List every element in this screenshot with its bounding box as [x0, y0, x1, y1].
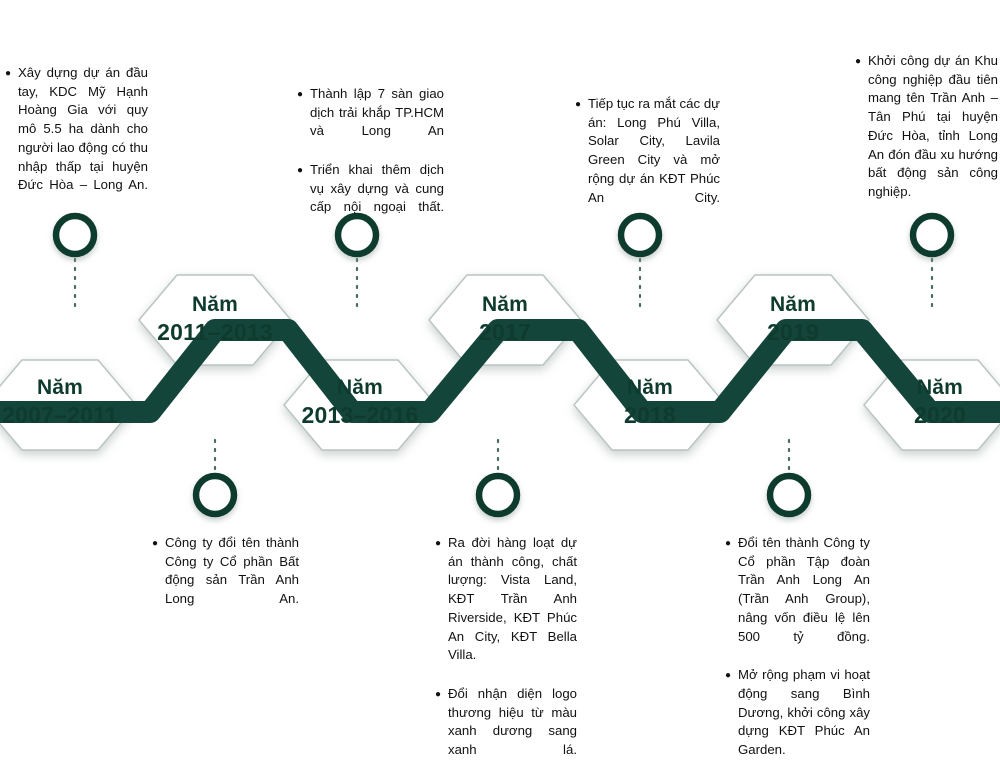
node-label-2018: Năm 2018 [624, 376, 676, 428]
note-bottom-2019 [725, 534, 870, 779]
note-top-2020 [855, 52, 998, 221]
bullet-icon: ● [725, 670, 732, 682]
note-bottom-2017 [435, 534, 577, 779]
bullet-icon: ● [297, 89, 304, 100]
note-bullet-item: ● Xây dựng dự án đầu tay, KDC Mỹ Hạnh Hoàng Gia với quy mô 5.5 ha dành cho người lao động có thu nhập thấp tại huyện Đức Hòa – Long An. [5, 65, 148, 193]
note-bullet-item: ● Tiếp tục ra mắt các dự án: Long Phú Villa, Solar City, Lavila Green City và mở rộng dự án KĐT Phúc An City. [575, 96, 720, 205]
node-label-2017: Năm 2017 [479, 293, 531, 345]
note-top-2011-2013 [5, 64, 148, 214]
note-bullet-item: ● Mở rộng phạm vi hoạt động sang Bình Dương, khởi công xây dựng KĐT Phúc An Garden. [725, 667, 870, 758]
note-bullet-item: ● Triển khai thêm dịch vụ xây dựng và cung cấp nội ngoại thất. [297, 161, 444, 215]
note-bullet-item: ● Khởi công dự án Khu công nghiệp đầu tiên mang tên Trần Anh – Tân Phú tại huyện Đức Hòa, tỉnh Long An đón đầu xu hướng bất động sản công nghiệp. [855, 53, 998, 200]
bullet-icon: ● [855, 56, 862, 67]
note-bullet-item: ● Đổi nhận diện logo thương hiệu từ màu xanh dương sang xanh lá. [435, 685, 577, 758]
bullet-icon: ● [297, 164, 304, 176]
node-label-2020: Năm 2020 [914, 376, 966, 428]
marker-2020-top [913, 216, 951, 254]
note-top-2018 [575, 95, 720, 226]
node-label-2013-2016: Năm 2013–2016 [301, 376, 419, 428]
note-bullet-item: ● Ra đời hàng loạt dự án thành công, chất lượng: Vista Land, KĐT Trần Anh Riverside, KĐT Phúc An City, KĐT Bella Villa. [435, 535, 577, 663]
marker-2011-2013-top [56, 216, 94, 254]
bullet-icon: ● [575, 99, 582, 110]
note-bottom-2011-2013 [152, 534, 299, 628]
bullet-icon: ● [5, 68, 12, 79]
note-top-2013-2016 [297, 85, 444, 236]
node-label-2019: Năm 2019 [767, 293, 819, 345]
note-bullet-item: ● Thành lập 7 sàn giao dịch trải khắp TP.HCM và Long An [297, 86, 444, 139]
marker-2011-2013-bottom [196, 476, 234, 514]
bullet-icon: ● [435, 688, 442, 700]
marker-2017-bottom [479, 476, 517, 514]
bullet-icon: ● [152, 538, 159, 549]
bullet-icon: ● [435, 538, 442, 549]
node-label-2007-2011: Năm 2007–2011 [2, 376, 118, 428]
bullet-icon: ● [725, 538, 732, 549]
node-label-2011-2013: Năm 2011–2013 [157, 293, 273, 345]
marker-2019-bottom [770, 476, 808, 514]
note-bullet-item: ● Công ty đổi tên thành Công ty Cổ phần Bất động sản Trần Anh Long An. [152, 535, 299, 607]
hexagon-group [0, 275, 1000, 450]
note-bullet-item: ● Đổi tên thành Công ty Cổ phần Tập đoàn Trần Anh Long An (Trần Anh Group), nâng vốn điều lệ lên 500 tỷ đồng. [725, 535, 870, 644]
